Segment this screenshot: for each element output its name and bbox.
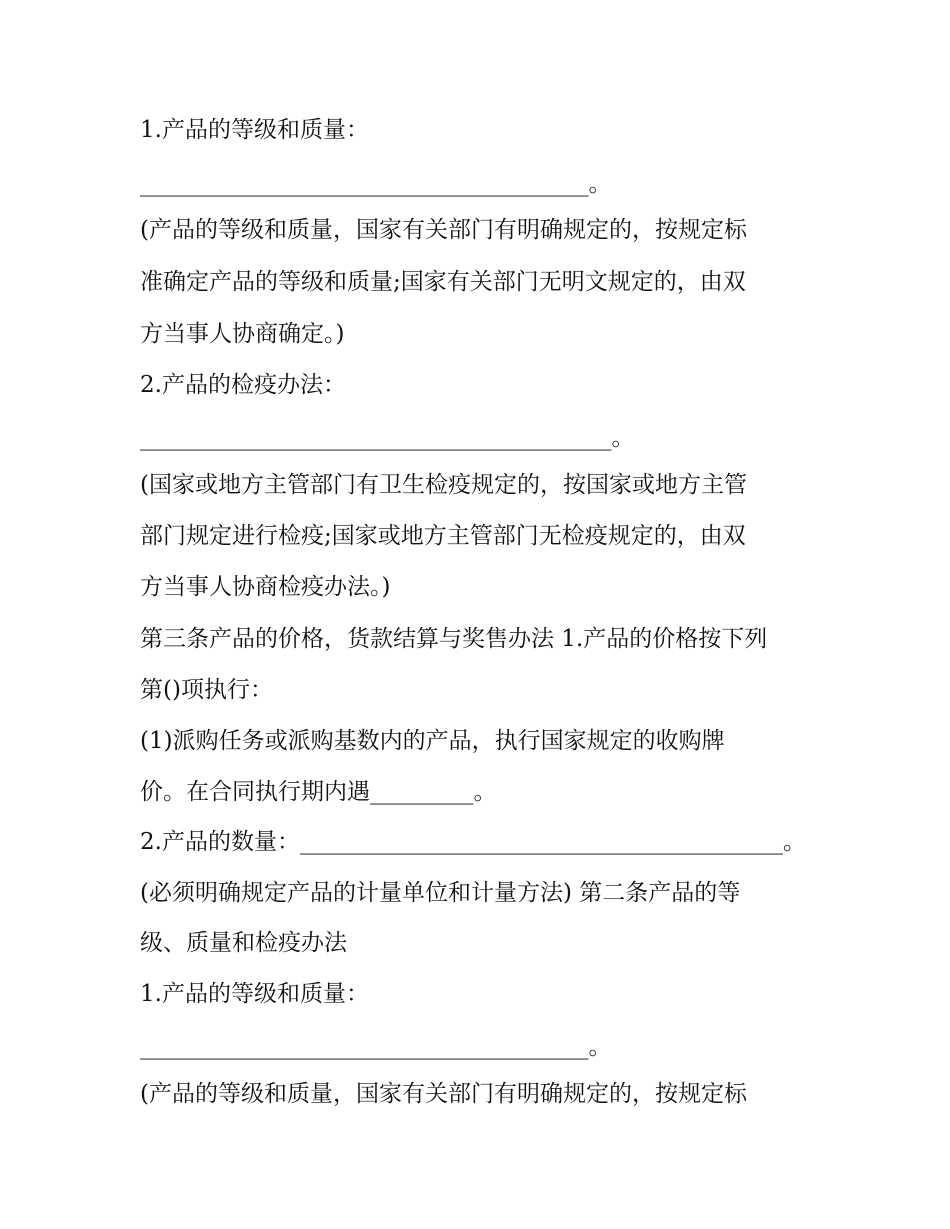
text-line: 1.产品的等级和质量： [140, 117, 369, 143]
text-line: 2.产品的检疫办法： [140, 372, 346, 398]
text-line: 准确定产品的等级和质量;国家有关部门无明文规定的，由双 [140, 269, 746, 295]
blank-line: _________________________________________。 [140, 425, 635, 451]
text-line: (必须明确规定产品的计量单位和计量方法) 第二条产品的等 [140, 880, 741, 906]
text-line: 第三条产品的价格，货款结算与奖售办法 1.产品的价格按下列 [140, 626, 768, 652]
text-line: 1.产品的等级和质量： [140, 981, 369, 1007]
text-line: 部门规定进行检疫;国家或地方主管部门无检疫规定的，由双 [140, 523, 746, 549]
blank-line: _______________________________________。 [140, 1034, 612, 1060]
text-line: 方当事人协商确定。) [140, 321, 345, 347]
text-line: (国家或地方主管部门有卫生检疫规定的，按国家或地方主管 [140, 472, 747, 498]
text-line: 2.产品的数量：__________________________________________。 [140, 829, 806, 855]
text-line: (产品的等级和质量，国家有关部门有明确规定的，按规定标 [140, 1081, 747, 1107]
text-line: 方当事人协商检疫办法。) [140, 574, 391, 600]
text-line: 级、质量和检疫办法 [140, 930, 347, 956]
text-line: 价。在合同执行期内遇_________。 [140, 779, 497, 805]
text-line: 第()项执行： [140, 677, 273, 703]
text-line: (产品的等级和质量，国家有关部门有明确规定的，按规定标 [140, 217, 747, 243]
text-line: (1)派购任务或派购基数内的产品，执行国家规定的收购牌 [140, 728, 725, 754]
blank-line: _______________________________________。 [140, 171, 612, 197]
